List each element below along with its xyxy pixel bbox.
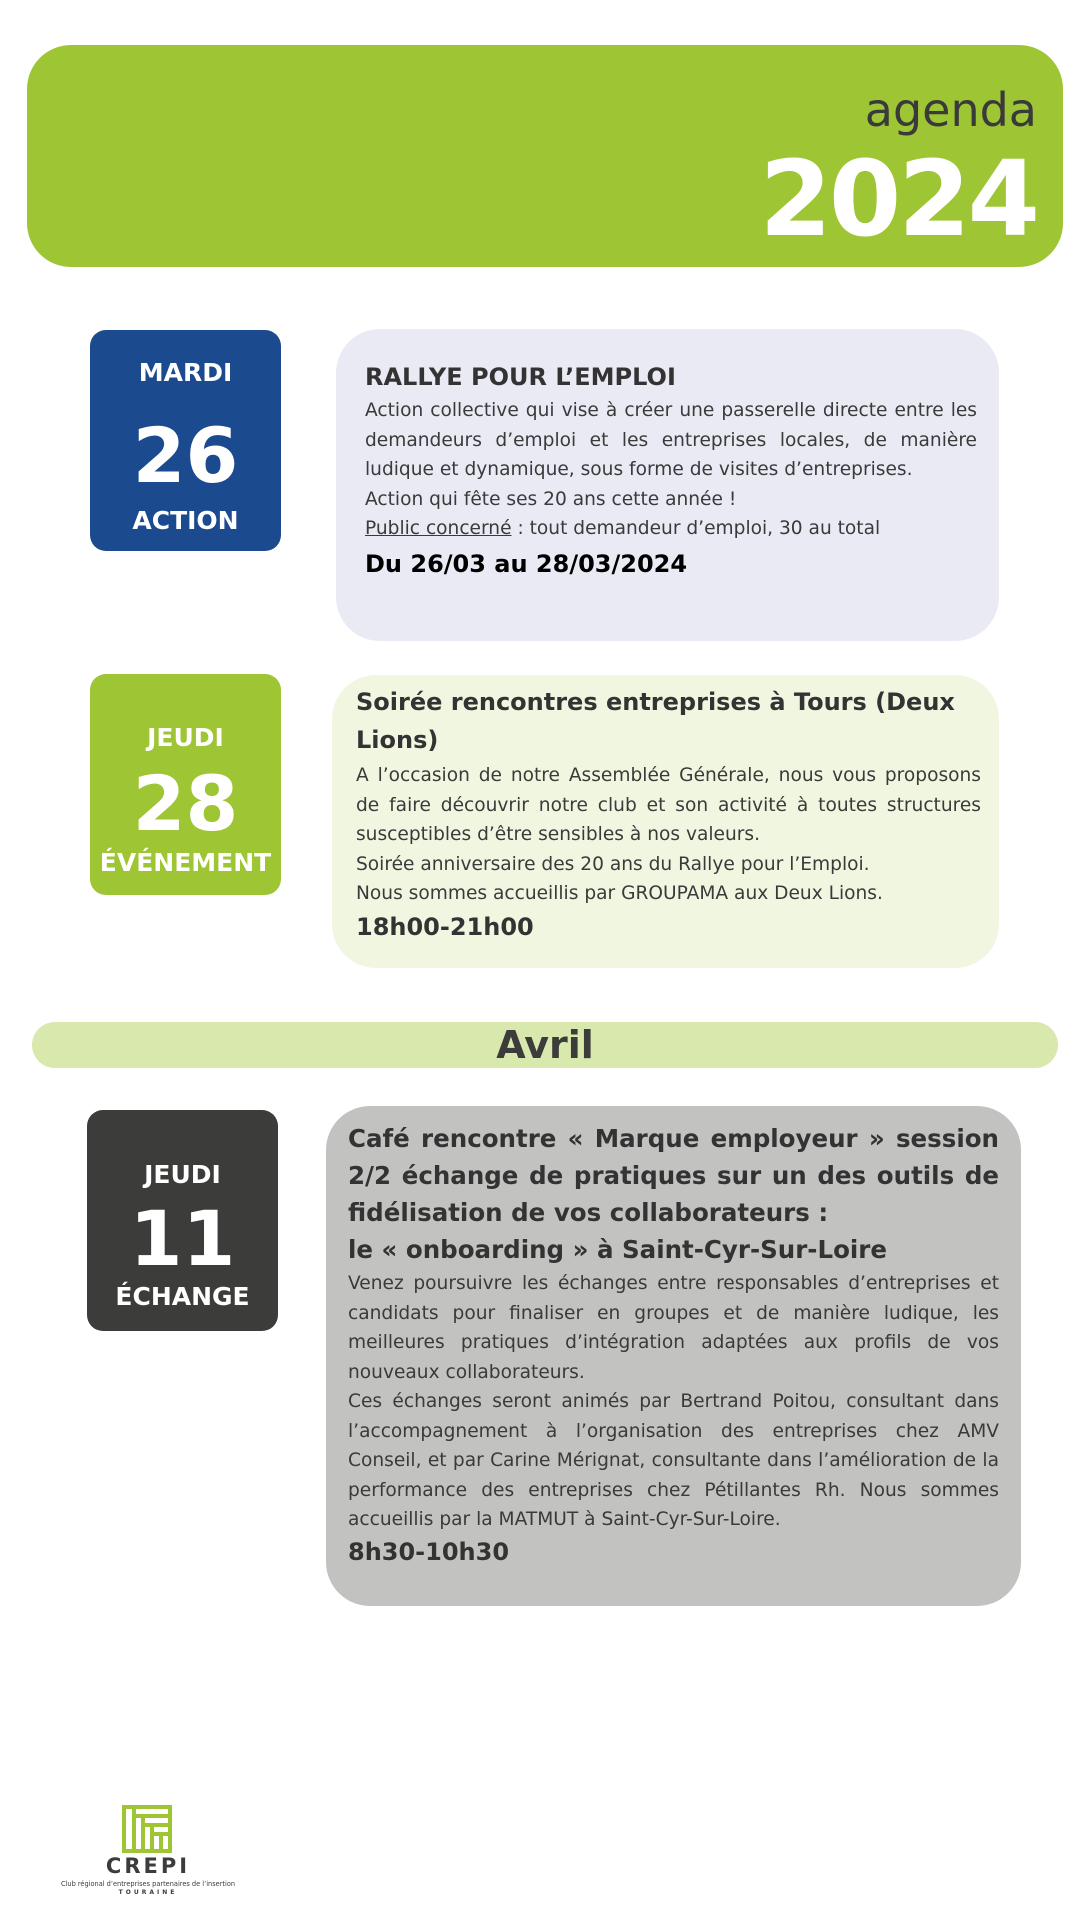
event-description-paragraph: Venez poursuivre les échanges entre responsables d’entreprises et candidats pour finaliser en groupes et de manière ludique, les meilleures pratiques d’intégration adaptées aux profils de vos nouveaux collaborateurs. (348, 1273, 999, 1383)
event-audience-label: Public concerné (365, 518, 512, 539)
event-card-2 (332, 675, 999, 968)
event-audience-text: : tout demandeur d’emploi, 30 au total (511, 518, 881, 539)
date-day: JEUDI (147, 723, 224, 752)
event-title: Café rencontre « Marque employeur » session 2/2 échange de pratiques sur un des outils de fidélisation de vos collaborateurs : (348, 1124, 999, 1227)
month-band-april (32, 1022, 1058, 1068)
event-description (356, 761, 981, 909)
event-description-paragraph: Action qui fête ses 20 ans cette année ! (365, 488, 737, 510)
event-dates: Du 26/03 au 28/03/2024 (365, 549, 688, 578)
event-description-paragraph: Action collective qui vise à créer une passerelle directe entre les demandeurs d’emploi et les entreprises locales, de manière ludique et dynamique, sous forme de visites d’entreprises. (365, 400, 977, 480)
date-day: MARDI (138, 358, 233, 387)
event-title: RALLYE POUR L’EMPLOI (365, 363, 676, 391)
date-number: 26 (132, 411, 239, 500)
event-description-paragraph: A l’occasion de notre Assemblée Générale, nous vous proposons de faire découvrir notre club et son activité à toutes structures susceptibles d’être sensibles à nos valeurs. (356, 765, 981, 845)
month-label: Avril (496, 1023, 594, 1067)
event-audience (365, 514, 977, 544)
date-number: 28 (132, 759, 239, 848)
event-type: ÉCHANGE (115, 1282, 250, 1311)
header-year: 2024 (759, 138, 1037, 260)
event-title: Soirée rencontres entreprises à Tours (Deux Lions) (356, 688, 955, 754)
header-agenda-label: agenda (864, 83, 1037, 137)
date-box-event-2 (90, 674, 281, 895)
event-time: 18h00-21h00 (356, 912, 534, 941)
event-type: ÉVÉNEMENT (99, 848, 272, 877)
event-title-line-2: le « onboarding » à Saint-Cyr-Sur-Loire (348, 1235, 887, 1264)
event-description (348, 1269, 999, 1535)
logo-region: TOURAINE (118, 1889, 178, 1896)
event-description-paragraph: Soirée anniversaire des 20 ans du Rallye pour l’Emploi. (356, 853, 870, 875)
event-description-paragraph: Ces échanges seront animés par Bertrand Poitou, consultant dans l’accompagnement à l’organisation des entreprises chez AMV Conseil, et par Carine Mérignat, consultante dans l’amélioration de la performance des entreprises chez Pétillantes Rh. Nous sommes accueillis par la MATMUT à Saint-Cyr-Sur-Loire. (348, 1391, 999, 1530)
event-type: ACTION (132, 506, 239, 535)
crepi-logo-mark-icon (122, 1805, 172, 1853)
event-description (365, 396, 977, 544)
event-description-paragraph: Nous sommes accueillis par GROUPAMA aux Deux Lions. (356, 883, 883, 904)
event-time: 8h30-10h30 (348, 1537, 510, 1566)
logo-tagline: Club régional d’entreprises partenaires de l’insertion (60, 1880, 236, 1888)
date-number: 11 (129, 1194, 236, 1283)
event-card-1 (336, 329, 999, 641)
date-day: JEUDI (144, 1160, 221, 1189)
date-box-event-1 (90, 330, 281, 551)
crepi-logo (58, 1800, 238, 1900)
logo-name: CREPI (105, 1854, 191, 1878)
event-card-3 (326, 1106, 1021, 1606)
date-box-event-3 (87, 1110, 278, 1331)
agenda-header-banner (27, 45, 1063, 267)
